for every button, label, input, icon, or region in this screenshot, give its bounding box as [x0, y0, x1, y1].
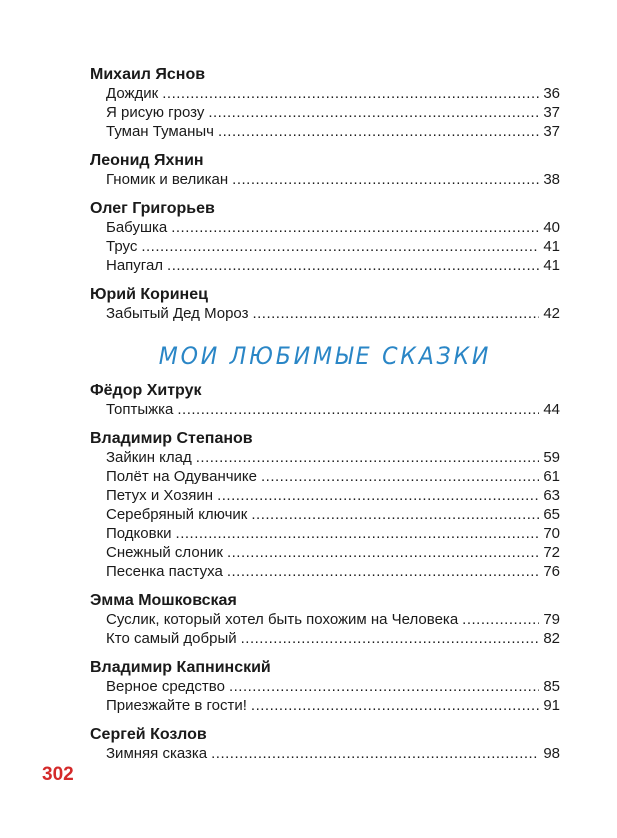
author-name: Сергей Козлов [90, 726, 207, 743]
entry-page-number: 37 [543, 104, 560, 121]
dot-leader [218, 122, 539, 141]
entry-page-number: 65 [543, 506, 560, 523]
entry-title: Полёт на Одуванчике [106, 468, 258, 485]
table-of-contents [90, 65, 560, 763]
toc-entry [106, 304, 560, 323]
entry-title: Зимняя сказка [106, 745, 208, 762]
toc-entry [106, 400, 560, 419]
entry-title: Трус [106, 238, 138, 255]
dot-leader [167, 256, 539, 275]
entry-page-number: 61 [543, 468, 560, 485]
toc-entry [106, 103, 560, 122]
entry-title: Зайкин клад [106, 449, 192, 466]
entry-title: Топтыжка [106, 401, 174, 418]
dot-leader [141, 237, 539, 256]
dot-leader [227, 562, 539, 581]
toc-entry [106, 524, 560, 543]
dot-leader [251, 505, 539, 524]
toc-entry [106, 448, 560, 467]
toc-entry [106, 610, 560, 629]
toc-entry [106, 170, 560, 189]
section-heading: МОИ ЛЮБИМЫЕ СКАЗКИ [158, 342, 492, 370]
entry-page-number: 42 [543, 305, 560, 322]
toc-entry [106, 744, 560, 763]
dot-leader [251, 696, 539, 715]
entry-title: Петух и Хозяин [106, 487, 214, 504]
toc-entry [106, 562, 560, 581]
entry-title: Приезжайте в гости! [106, 697, 247, 714]
toc-entry [106, 696, 560, 715]
entry-title: Бабушка [106, 219, 168, 236]
toc-entry [106, 256, 560, 275]
toc-entry [106, 218, 560, 237]
entry-title: Дождик [106, 85, 159, 102]
author-name: Юрий Коринец [90, 286, 208, 303]
entry-page-number: 41 [543, 257, 560, 274]
toc-entry [106, 84, 560, 103]
toc-entry [106, 629, 560, 648]
dot-leader [241, 629, 540, 648]
entry-page-number: 72 [543, 544, 560, 561]
author-name: Олег Григорьев [90, 200, 215, 217]
toc-entry [106, 486, 560, 505]
entry-title: Суслик, который хотел быть похожим на Человека [106, 611, 459, 628]
author-name: Владимир Степанов [90, 430, 253, 447]
entry-title: Серебряный ключик [106, 506, 248, 523]
author-name: Леонид Яхнин [90, 152, 204, 169]
toc-entry [106, 677, 560, 696]
entry-title: Подковки [106, 525, 172, 542]
entry-title: Я рисую грозу [106, 104, 205, 121]
page-number: 302 [42, 764, 74, 785]
toc-entry [106, 122, 560, 141]
entry-page-number: 98 [543, 745, 560, 762]
toc-entry [106, 467, 560, 486]
entry-page-number: 63 [543, 487, 560, 504]
entry-page-number: 79 [543, 611, 560, 628]
entry-page-number: 38 [543, 171, 560, 188]
entry-page-number: 59 [543, 449, 560, 466]
entry-title: Гномик и великан [106, 171, 229, 188]
dot-leader [261, 467, 539, 486]
entry-title: Снежный слоник [106, 544, 223, 561]
dot-leader [252, 304, 539, 323]
entry-title: Напугал [106, 257, 164, 274]
dot-leader [462, 610, 539, 629]
entry-page-number: 82 [543, 630, 560, 647]
dot-leader [176, 524, 540, 543]
entry-page-number: 44 [543, 401, 560, 418]
dot-leader [177, 400, 539, 419]
entry-page-number: 36 [543, 85, 560, 102]
entry-page-number: 85 [543, 678, 560, 695]
entry-title: Песенка пастуха [106, 563, 223, 580]
dot-leader [162, 84, 539, 103]
entry-title: Верное средство [106, 678, 225, 695]
dot-leader [211, 744, 539, 763]
toc-entry [106, 237, 560, 256]
entry-page-number: 41 [543, 238, 560, 255]
toc-entry [106, 505, 560, 524]
entry-title: Забытый Дед Мороз [106, 305, 249, 322]
entry-page-number: 76 [543, 563, 560, 580]
dot-leader [171, 218, 539, 237]
dot-leader [227, 543, 539, 562]
entry-page-number: 40 [543, 219, 560, 236]
author-name: Эмма Мошковская [90, 592, 237, 609]
dot-leader [229, 677, 539, 696]
toc-entry [106, 543, 560, 562]
dot-leader [208, 103, 539, 122]
dot-leader [232, 170, 539, 189]
entry-title: Туман Туманыч [106, 123, 214, 140]
dot-leader [217, 486, 539, 505]
dot-leader [196, 448, 540, 467]
entry-title: Кто самый добрый [106, 630, 237, 647]
author-name: Владимир Капнинский [90, 659, 271, 676]
author-name: Михаил Яснов [90, 66, 206, 83]
entry-page-number: 70 [543, 525, 560, 542]
entry-page-number: 37 [543, 123, 560, 140]
entry-page-number: 91 [543, 697, 560, 714]
author-name: Фёдор Хитрук [90, 382, 202, 399]
